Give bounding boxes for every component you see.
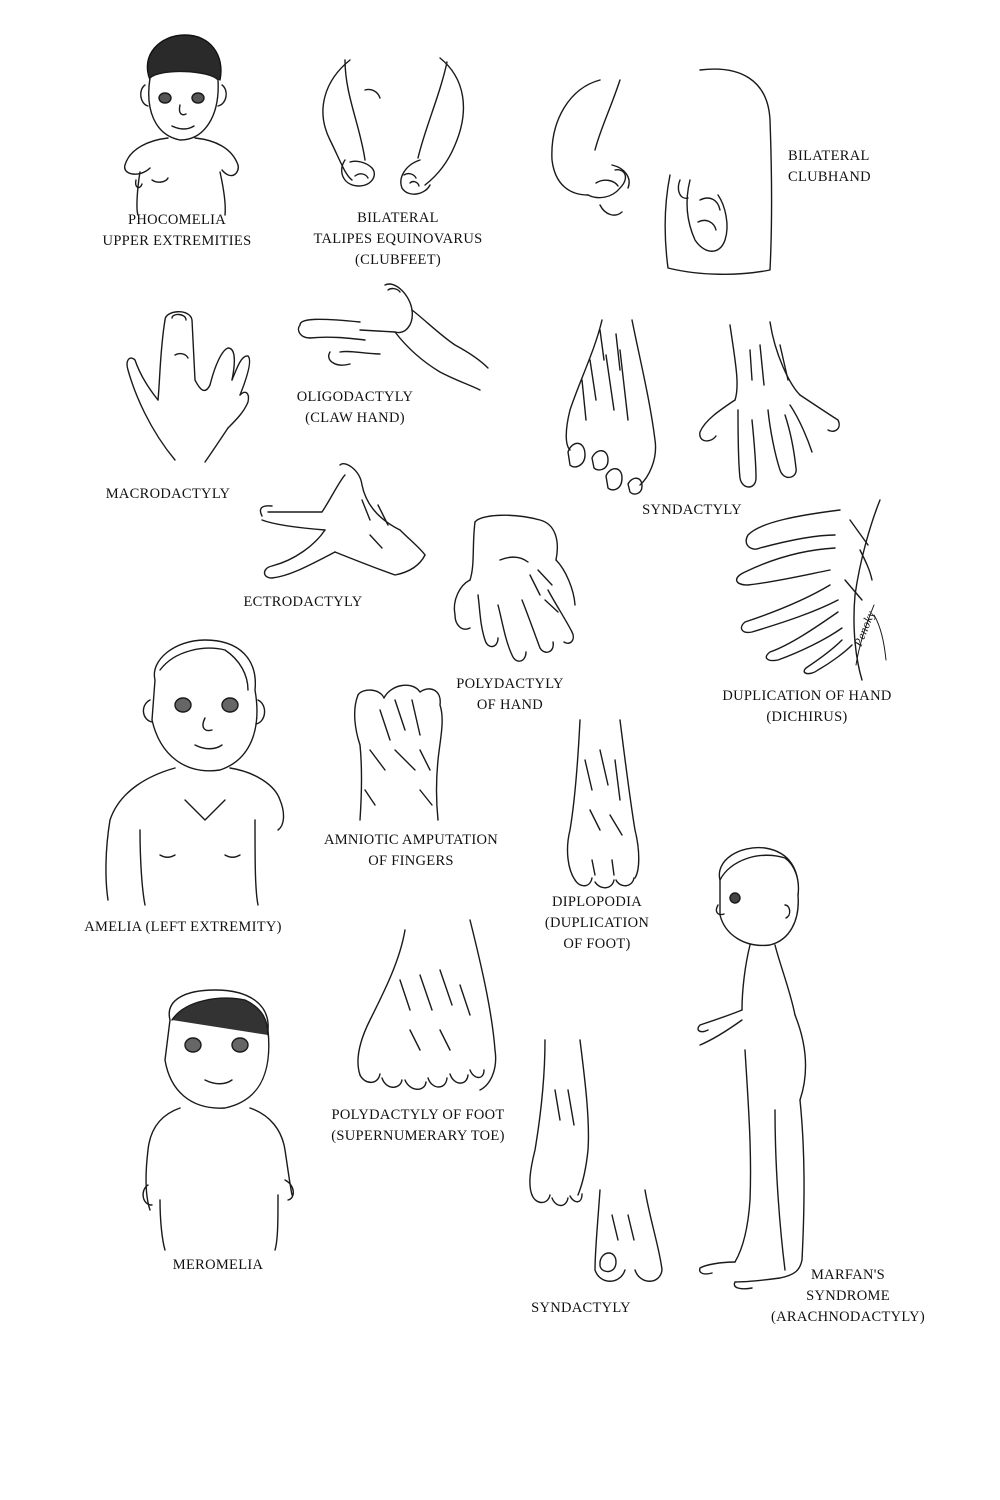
label-macrodactyly: MACRODACTYLY <box>105 486 231 502</box>
macrodactyly-figure <box>127 312 249 462</box>
label-amniotic: AMNIOTIC AMPUTATION OF FINGERS <box>323 832 499 869</box>
polydactyly-hand-figure <box>454 515 575 661</box>
ectrodactyly-figure <box>260 464 425 578</box>
label-oligodactyly: OLIGODACTYLY (CLAW HAND) <box>296 389 414 426</box>
label-ectrodactyly: ECTRODACTYLY <box>243 594 363 610</box>
label-amelia: AMELIA (LEFT EXTREMITY) <box>84 919 282 935</box>
polydactyly-foot-figure <box>358 920 496 1090</box>
syndactyly-hands-figure <box>566 320 839 494</box>
label-dichirus: DUPLICATION OF HAND (DICHIRUS) <box>722 688 892 725</box>
clubhand-figure <box>552 69 772 274</box>
amniotic-figure <box>355 685 442 820</box>
label-syndactyly-feet: SYNDACTYLY <box>531 1300 631 1316</box>
oligodactyly-figure <box>298 284 488 390</box>
label-marfan: MARFAN'S SYNDROME (ARACHNODACTYLY) <box>771 1267 925 1325</box>
marfan-figure <box>698 848 805 1289</box>
meromelia-figure <box>143 990 293 1250</box>
amelia-figure <box>106 640 284 905</box>
label-polydactyly-foot: POLYDACTYLY OF FOOT (SUPERNUMERARY TOE) <box>331 1107 505 1144</box>
label-phocomelia: PHOCOMELIA UPPER EXTREMITIES <box>102 212 252 249</box>
phocomelia-figure <box>125 35 239 215</box>
clubfeet-figure <box>323 58 463 194</box>
label-clubfeet: BILATERAL TALIPES EQUINOVARUS (CLUBFEET) <box>313 210 483 268</box>
syndactyly-feet-figure <box>530 1040 662 1281</box>
label-meromelia: MEROMELIA <box>172 1257 264 1273</box>
label-clubhand: BILATERAL CLUBHAND <box>788 148 871 185</box>
diplopodia-figure <box>568 720 639 888</box>
signature: Penoky <box>850 608 878 649</box>
label-diplopodia: DIPLOPODIA (DUPLICATION OF FOOT) <box>544 894 650 952</box>
label-polydactyly-hand: POLYDACTYLY OF HAND <box>456 676 564 713</box>
label-syndactyly-hands: SYNDACTYLY <box>642 502 742 518</box>
